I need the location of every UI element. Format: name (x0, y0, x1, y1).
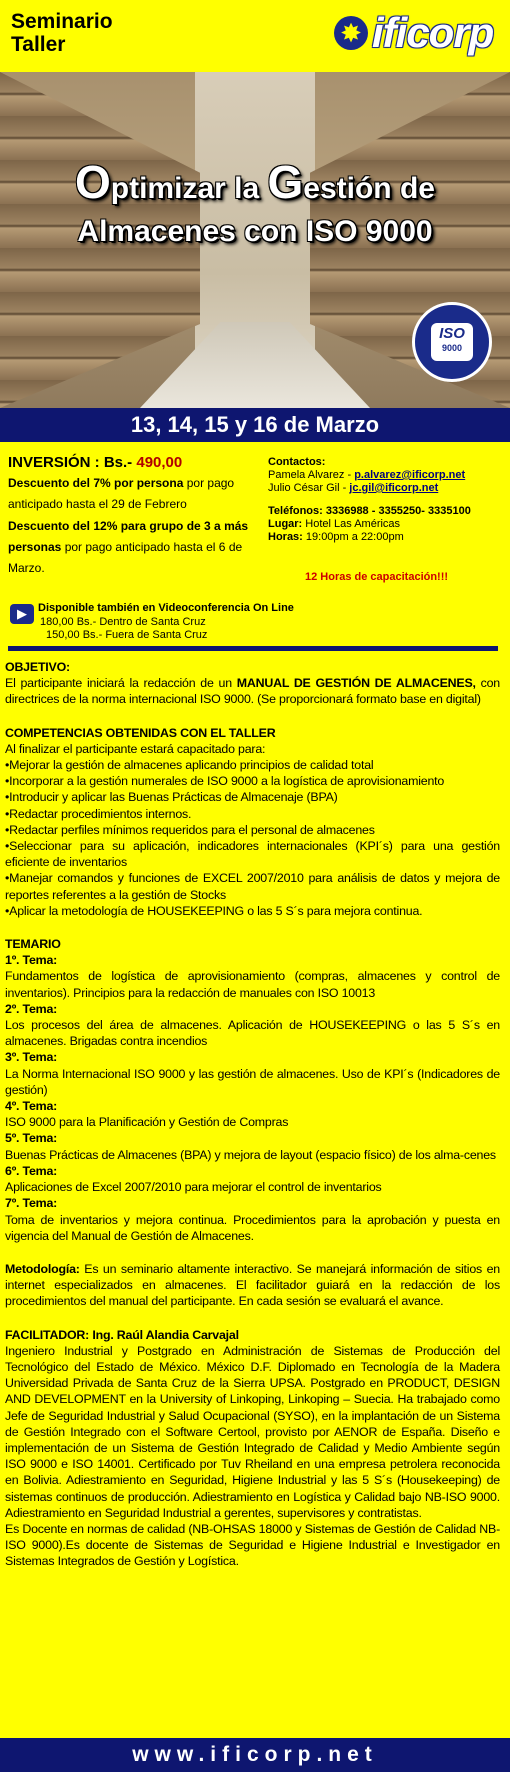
ificorp-logo[interactable] (332, 10, 502, 58)
objective-title: OBJETIVO: (5, 660, 70, 674)
training-hours: 12 Horas de capacitación!!! (305, 571, 449, 583)
discount-2: Descuento del 12% para grupo de 3 a más personas por pago anticipado hasta el 6 de Marzo. (8, 519, 249, 575)
email-link-pamela[interactable]: p.alvarez@ificorp.net (354, 469, 466, 481)
list-item: •Mejorar la gestión de almacenes aplicando principios de calidad total (5, 758, 374, 773)
course-details: OBJETIVO: El participante iniciará la redacción de un MANUAL DE GESTIÓN DE ALMACENES, con directrices de la norma internacional ISO 9000. (Se proporcionará formato base en digital) COMPETENCIAS OBTENIDAS CON EL TALLER Al finalizar el participante estará capacitado para: •Mejorar la gestión de almacenes aplicando principios de calidad total •Incorporar a la gestión numerales de ISO 9000 a la logística de aprovisionamiento •Introducir y aplicar las Buenas Prácticas de Almacenaje (BPA) •Redactar procedimientos internos. •Redactar perfiles mínimos requeridos para el personal de almacenes •Seleccionar para su aplicación, indicadores internacionales (KPI´s) para una gestión eficiente de inventarios •Manejar comandos y funciones de EXCEL 2007/2010 para análisis de datos y mejora de reportes referentes a la gestión de Stocks •Aplicar la metodología de HOUSEKEEPING o las 5 S´s para mejora continua. TEMARIO 1º. Tema: Fundamentos de logística de aprovisionamiento (compras, almacenes y control de inventarios). Principios para la redacción de manuales con ISO 10013 2º. Tema: Los procesos del área de almacenes. Aplicación de HOUSEKEEPING o las 5 S´s en almacenes. Brigadas contra incendios 3º. Tema: La Norma Internacional ISO 9000 y las gestión de almacenes. Uso de KPI´s (Indicadores de gestión) 4º. Tema: ISO 9000 para la Planificación y Gestión de Compras 5º. Tema: Buenas Prácticas de Almacenes (BPA) y mejora de layout (espacio físico) de los alma-cenes 6º. Tema: Aplicaciones de Excel 2007/2010 para mejorar el control de inventarios 7º. Tema: Toma de inventarios y mejora continua. Procedimientos para la aprobación y puesta en vigencia del Manual de Gestión de Almacenes. Metodología: Es un seminario altamente interactivo. Se manejará información de sitios en internet especializados en almacenes. El facilitador guiará en la redacción de los procedimientos del manual del participante. En cada sesión se evaluará el avance. FACILITADOR: Ing. Raúl Alandia Carvajal Ingeniero Industrial y Postgrado en Administración de Sistemas de Producción del Tecnológico del Estado de México. México D.F. Diplomado en Tecnología de la Madera Universidad Privada de Santa Cruz de la Sierra UPSA. Postgrado en PRODUCT, DESIGN AND DEVELOPMENT en la University of Linkoping, Linkoping – Suecia. Ha trabajado como Jefe de Seguridad Industrial y Salud Ocupacional (SYSO), en la implantación de un Sistema de Gestión Integrado con el Software Certool, provisto por AENOR de España. Diseño e implementación de un Sistema de Gestión Integrado de Calidad y Medio Ambiente según ISO 9000 e ISO 14001. Certificado por Tuv Rheiland en una empresa petrolera reconocida en Bolivia. Adiestramiento en Seguridad, Higiene Industrial y las 5 S´s (Housekeeping) de sistemas continuos de producción. Adiestramiento en Logística y Calidad bajo NB-ISO 9000. Adiestramiento en Seguridad Industrial a gerentes, supervisores y contratistas. Es Docente en normas de calidad (NB-OHSAS 18000 y Sistemas de Gestión de Calidad NB-ISO 9000).Es docente de Sistemas de Seguridad e Higiene Industrial e Investigador en Sistemas Integrados de Gestión y Logística. (5, 660, 500, 1569)
list-item: •Aplicar la metodología de HOUSEKEEPING o las 5 S´s para mejora continua. (5, 903, 423, 918)
investment-price: INVERSIÓN : Bs.- 490,00 (8, 454, 183, 471)
email-link-julio[interactable]: jc.gil@ificorp.net (349, 482, 439, 494)
contact-julio: Julio César Gil - jc.gil@ificorp.net (268, 482, 439, 494)
divider (8, 646, 498, 651)
facilitator-teaching: Es Docente en normas de calidad (NB-OHSAS 18000 y Sistemas de Gestión de Calidad NB-ISO 9000).Es docente de Sistemas de Seguridad e Higiene Industrial e Investigador en Sistemas Integrados de Gestión y Logística. (5, 1521, 500, 1569)
topic-text: Los procesos del área de almacenes. Aplicación de HOUSEKEEPING o las 5 S´s en almacenes. Brigadas contra incendios (5, 1018, 500, 1049)
topic-text: La Norma Internacional ISO 9000 y las gestión de almacenes. Uso de KPI´s (Indicadores de gestión) (5, 1066, 500, 1097)
topic-text: Fundamentos de logística de aprovisionamiento (compras, almacenes y control de inventarios). Principios para la redacción de manuales con ISO 10013 (5, 969, 500, 1000)
list-item: •Manejar comandos y funciones de EXCEL 2007/2010 para análisis de datos y mejora de reportes referentes a la gestión de Stocks (5, 871, 500, 902)
list-item: •Introducir y aplicar las Buenas Prácticas de Almacenaje (BPA) (5, 790, 338, 805)
schedule: Horas: 19:00pm a 22:00pm (268, 531, 404, 543)
event-type-label: Seminario Taller (11, 10, 113, 56)
contacts-block: Contactos: Pamela Alvarez - p.alvarez@ificorp.net Julio César Gil - jc.gil@ificorp.net Teléfonos: 3336988 - 3355250- 3335100 Lugar: Hotel Las Américas Horas: 19:00pm a 22:00pm (268, 456, 508, 544)
facilitator-bio: Ingeniero Industrial y Postgrado en Administración de Sistemas de Producción del Tecnológico del Estado de México. México D.F. Diplomado en Tecnología de la Madera Universidad Privada de Santa Cruz de la Sierra UPSA. Postgrado en PRODUCT, DESIGN AND DEVELOPMENT en la University of Linkoping, Linkoping – Suecia. Ha trabajado como Jefe de Seguridad Industrial y Salud Ocupacional (SYSO), en la implantación de un Sistema de Gestión Integrado con el Software Certool, provisto por AENOR de España. Diseño e implementación de un Sistema de Gestión Integrado de Calidad y Medio Ambiente según ISO 9000 e ISO 14001. Certificado por Tuv Rheiland en una empresa petrolera reconocida en Bolivia. Adiestramiento en Seguridad, Higiene Industrial y las 5 S´s (Housekeeping) de sistemas continuos de producción. Adiestramiento en Logística y Calidad bajo NB-ISO 9000. Adiestramiento en Seguridad Industrial a gerentes, supervisores y contratistas. (5, 1343, 500, 1520)
list-item: •Incorporar a la gestión numerales de ISO 9000 a la logística de aprovisionamiento (5, 774, 445, 789)
topic-title: 1º. Tema: (5, 953, 58, 968)
topic-title: 6º. Tema: (5, 1163, 58, 1178)
hero-banner (0, 72, 510, 408)
course-title-line1: Optimizar la Gestión de (75, 156, 435, 208)
logo-text: ificorp (372, 9, 494, 56)
list-item: •Seleccionar para su aplicación, indicadores internacionales (KPI´s) para una gestión eficiente de inventarios (5, 839, 500, 870)
event-dates: 13, 14, 15 y 16 de Marzo (130, 412, 380, 437)
contact-pamela: Pamela Alvarez - p.alvarez@ificorp.net (268, 469, 466, 481)
topic-title: 5º. Tema: (5, 1131, 58, 1146)
competencies-title: COMPETENCIAS OBTENIDAS CON EL TALLER (5, 725, 276, 740)
website-link[interactable]: www.ificorp.net (132, 1743, 378, 1766)
list-item: •Redactar perfiles mínimos requeridos para el personal de almacenes (5, 822, 375, 837)
footer-bar (0, 1738, 510, 1772)
list-item: •Redactar procedimientos internos. (5, 806, 192, 821)
facilitator-title: FACILITADOR: Ing. Raúl Alandia Carvajal (5, 1327, 239, 1342)
header (0, 0, 510, 72)
topic-text: Buenas Prácticas de Almacenes (BPA) y mejora de layout (espacio físico) de los alma-cenes (5, 1147, 496, 1162)
syllabus-title: TEMARIO (5, 937, 61, 952)
phones: Teléfonos: 3336988 - 3355250- 3335100 (268, 505, 471, 517)
topic-text: Aplicaciones de Excel 2007/2010 para mejorar el control de inventarios (5, 1180, 382, 1195)
warehouse-floor (140, 322, 370, 408)
course-title-line2: Almacenes con ISO 9000 (77, 215, 433, 248)
objective-text: El participante iniciará la redacción de un MANUAL DE GESTIÓN DE ALMACENES, con directrices de la norma internacional ISO 9000. (Se proporcionará formato base en digital) (5, 676, 500, 707)
dates-bar (0, 408, 510, 442)
iso-seal-icon: ISO 9000 (412, 302, 492, 382)
topic-text: Toma de inventarios y mejora continua. Procedimientos para la aprobación y puesta en vigencia del Manual de Gestión de Almacenes. (5, 1212, 500, 1243)
discount-1: Descuento del 7% por persona por pago anticipado hasta el 29 de Febrero (8, 476, 235, 511)
video-camera-icon: ▶ (10, 604, 34, 624)
topic-title: 4º. Tema: (5, 1099, 58, 1114)
topic-title: 3º. Tema: (5, 1050, 58, 1065)
topic-text: ISO 9000 para la Planificación y Gestión de Compras (5, 1115, 289, 1130)
methodology: Metodología: Es un seminario altamente interactivo. Se manejará información de sitios en internet especializados en almacenes. El facilitador guiará en la redacción de los procedimientos del manual del participante. En cada sesión se evaluará el avance. (5, 1261, 500, 1309)
topic-title: 7º. Tema: (5, 1196, 58, 1211)
venue: Lugar: Hotel Las Américas (268, 518, 401, 530)
pricing-block (8, 453, 262, 579)
topic-title: 2º. Tema: (5, 1001, 58, 1016)
star-icon: ✸ (334, 16, 368, 50)
